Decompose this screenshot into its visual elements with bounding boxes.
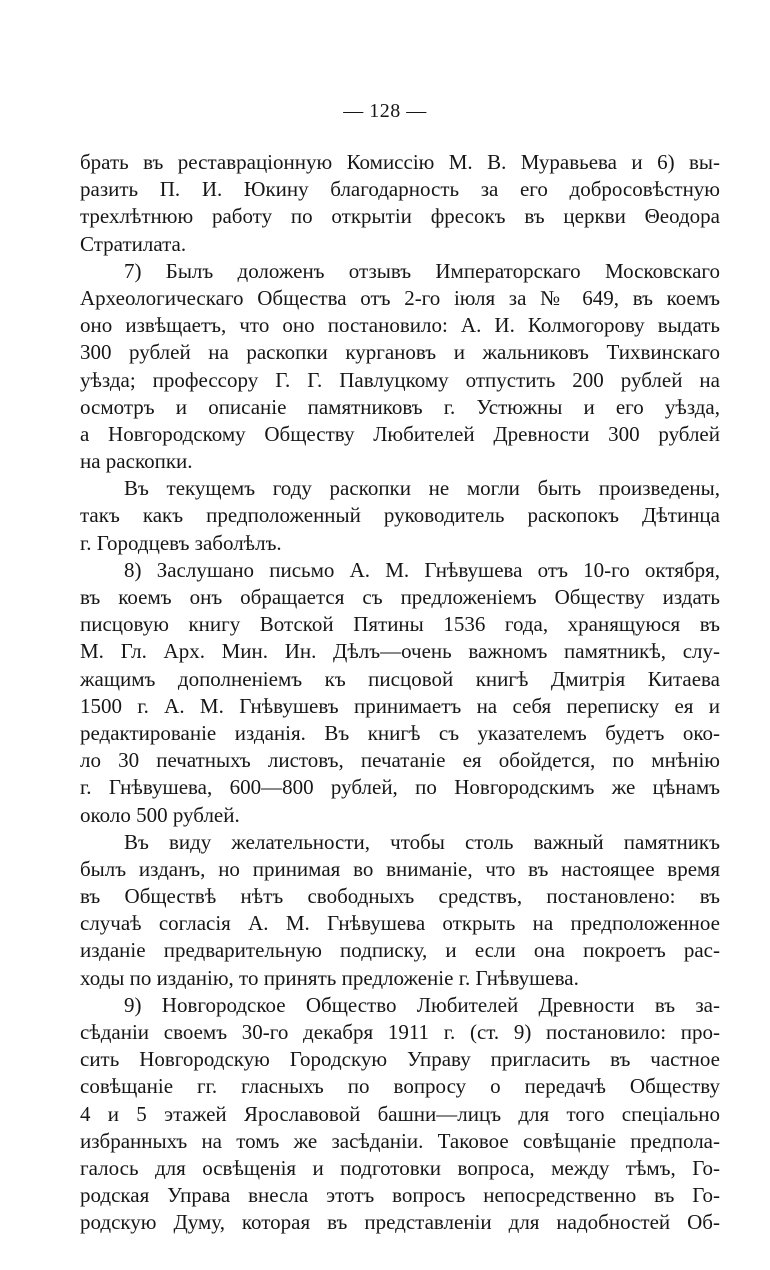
- page-number: — 128 —: [343, 100, 427, 122]
- text-line: былъ изданъ, но принимая во вниманіе, что въ настоящее время: [80, 856, 720, 881]
- text-line: сѣданіи своемъ 30-го декабря 1911 г. (ст. 9) постановило: про-: [80, 1020, 720, 1044]
- text-line: жащимъ дополненіемъ къ писцовой книгѣ Дмитрія Китаева: [80, 666, 720, 691]
- text-line: совѣщаніе гг. гласныхъ по вопросу о передачѣ Обществу: [80, 1074, 720, 1099]
- text-line: въ коемъ онъ обращается съ предложеніемъ Обществу издать: [80, 585, 720, 609]
- text-line: ходы по изданію, то принять предложеніе г. Гнѣвушева.: [80, 965, 579, 990]
- text-line: случаѣ согласія А. М. Гнѣвушева открыть на предположенное: [80, 911, 720, 936]
- text-line: разить П. И. Юкину благодарность за его добросовѣстную: [80, 177, 720, 202]
- text-line: Стратилата.: [80, 231, 187, 256]
- text-line: ло 30 печатныхъ листовъ, печатаніе ея обойдется, по мнѣнію: [80, 748, 720, 773]
- text-line: 9) Новгородское Общество Любителей Древности въ за-: [124, 992, 720, 1017]
- text-line: около 500 рублей.: [80, 802, 240, 827]
- text-line: родская Управа внесла этотъ вопросъ непосредственно въ Го-: [80, 1183, 720, 1208]
- text-line: редактированіе изданія. Въ книгѣ съ указателемъ будетъ око-: [80, 720, 720, 745]
- text-line: трехлѣтнюю работу по открытіи фресокъ въ церкви Θеодора: [80, 204, 720, 229]
- text-line: избранныхъ на томъ же засѣданіи. Таковое совѣщаніе предпола-: [80, 1128, 720, 1153]
- text-line: оно извѣщаетъ, что оно постановило: А. И. Колмогорову выдать: [80, 313, 720, 338]
- text-line: 4 и 5 этажей Ярославовой башни—лицъ для того спеціально: [80, 1101, 720, 1126]
- text-line: на раскопки.: [80, 449, 193, 474]
- text-line: брать въ реставраціонную Комиссію М. В. Муравьева и 6) вы-: [80, 150, 720, 174]
- text-line: г. Городцевъ заболѣлъ.: [80, 530, 282, 555]
- text-line: уѣзда; профессору Г. Г. Павлуцкому отпустить 200 рублей на: [80, 367, 720, 392]
- text-line: 1500 г. А. М. Гнѣвушевъ принимаетъ на себя переписку ея и: [80, 693, 720, 718]
- text-line: Въ виду желательности, чтобы столь важный памятникъ: [124, 829, 720, 854]
- text-line: изданіе предварительную подписку, и если она покроетъ рас-: [80, 938, 720, 963]
- text-line: галось для освѣщенія и подготовки вопроса, между тѣмъ, Го-: [80, 1155, 720, 1180]
- text-line: въ Обществѣ нѣтъ свободныхъ средствъ, постановлено: въ: [80, 884, 720, 909]
- text-line: осмотръ и описаніе памятниковъ г. Устюжны и его уѣзда,: [80, 394, 720, 419]
- text-line: г. Гнѣвушева, 600—800 рублей, по Новгородскимъ же цѣнамъ: [80, 775, 720, 800]
- text-line: Въ текущемъ году раскопки не могли быть произведены,: [124, 476, 720, 501]
- text-line: писцовую книгу Вотской Пятины 1536 года, хранящуюся въ: [80, 612, 720, 637]
- text-line: сить Новгородскую Городскую Управу пригласить въ частное: [80, 1047, 720, 1072]
- text-line: 300 рублей на раскопки кургановъ и жальниковъ Тихвинскаго: [80, 340, 720, 365]
- text-line: Археологическаго Общества отъ 2-го іюля за № 649, въ коемъ: [80, 285, 720, 310]
- text-line: 8) Заслушано письмо А. М. Гнѣвушева отъ 10-го октября,: [124, 557, 720, 582]
- text-line: а Новгородскому Обществу Любителей Древности 300 рублей: [80, 421, 720, 446]
- text-line: М. Гл. Арх. Мин. Ин. Дѣлъ—очень важномъ памятникѣ, слу-: [80, 639, 720, 664]
- text-line: 7) Былъ доложенъ отзывъ Императорскаго Московскаго: [124, 258, 720, 283]
- page-body: [80, 149, 720, 1237]
- text-line: такъ какъ предположенный руководитель раскопокъ Дѣтинца: [80, 503, 720, 528]
- text-line: родскую Думу, которая въ представленіи для надобностей Об-: [80, 1210, 720, 1235]
